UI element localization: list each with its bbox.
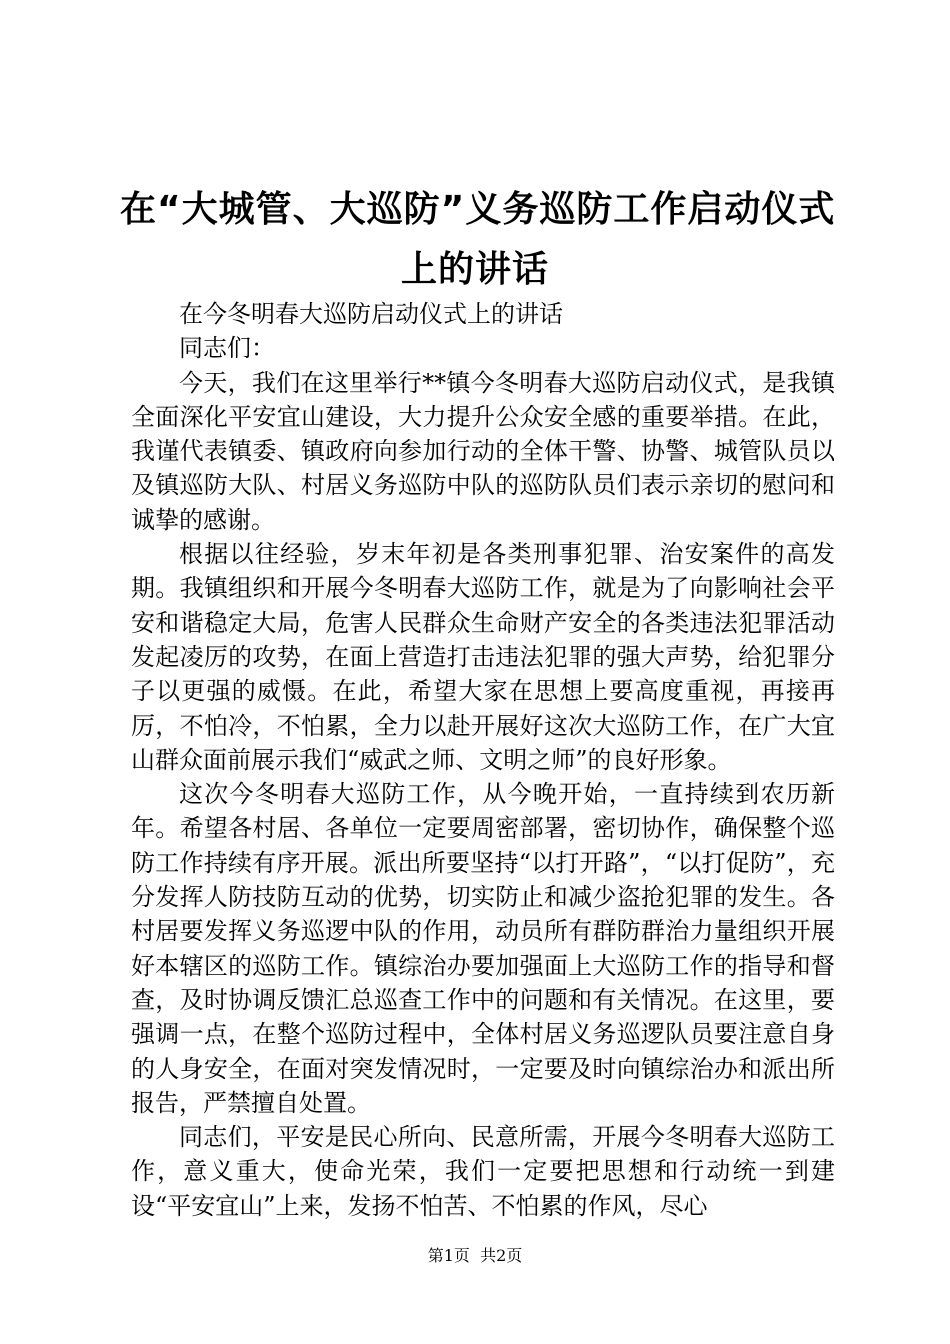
body-paragraph: 同志们，平安是民心所向、民意所需，开展今冬明春大巡防工作，意义重大，使命光荣，我们一定要把思想和行动统一到建设“平安宜山”上来，发扬不怕苦、不怕累的作风，尽心 [131,1123,835,1220]
salutation: 同志们： [179,334,275,363]
document-body [131,297,835,1223]
body-paragraph: 这次今冬明春大巡防工作，从今晚开始，一直持续到农历新年。希望各村居、各单位一定要周密部署，密切协作，确保整个巡防工作持续有序开展。派出所要坚持“以打开路”，“以打促防”，充分发挥人防技防互动的优势，切实防止和减少盗抢犯罪的发生。各村居要发挥义务巡逻中队的作用，动员所有群防群治力量组织开展好本辖区的巡防工作。镇综治办要加强面上大巡防工作的指导和督查，及时协调反馈汇总巡查工作中的问题和有关情况。在这里，要强调一点，在整个巡防过程中，全体村居义务巡逻队员要注意自身的人身安全，在面对突发情况时，一定要及时向镇综治办和派出所报告，严禁擅自处置。 [131,780,835,1117]
speech-subtitle: 在今冬明春大巡防启动仪式上的讲话 [179,300,563,328]
page-number-footer: 第1页 共2页 [427,1246,523,1265]
document-title-line-2: 上的讲话 [400,249,549,290]
body-paragraph: 根据以往经验，岁末年初是各类刑事犯罪、治安案件的高发期。我镇组织和开展今冬明春大巡防工作，就是为了向影响社会平安和谐稳定大局，危害人民群众生命财产安全的各类违法犯罪活动发起凌厉的攻势，在面上营造打击违法犯罪的强大声势，给犯罪分子以更强的威慑。在此，希望大家在思想上要高度重视，再接再厉，不怕冷，不怕累，全力以赴开展好这次大巡防工作，在广大宜山群众面前展示我们“威武之师、文明之师”的良好形象。 [131,540,835,774]
body-paragraph: 今天，我们在这里举行**镇今冬明春大巡防启动仪式，是我镇全面深化平安宜山建设，大力提升公众安全感的重要举措。在此，我谨代表镇委、镇政府向参加行动的全体干警、协警、城管队员以及镇巡防大队、村居义务巡防中队的巡防队员们表示亲切的慰问和诚挚的感谢。 [131,368,835,534]
document-title-line-1: 在“大城管、大巡防”义务巡防工作启动仪式 [120,189,836,230]
